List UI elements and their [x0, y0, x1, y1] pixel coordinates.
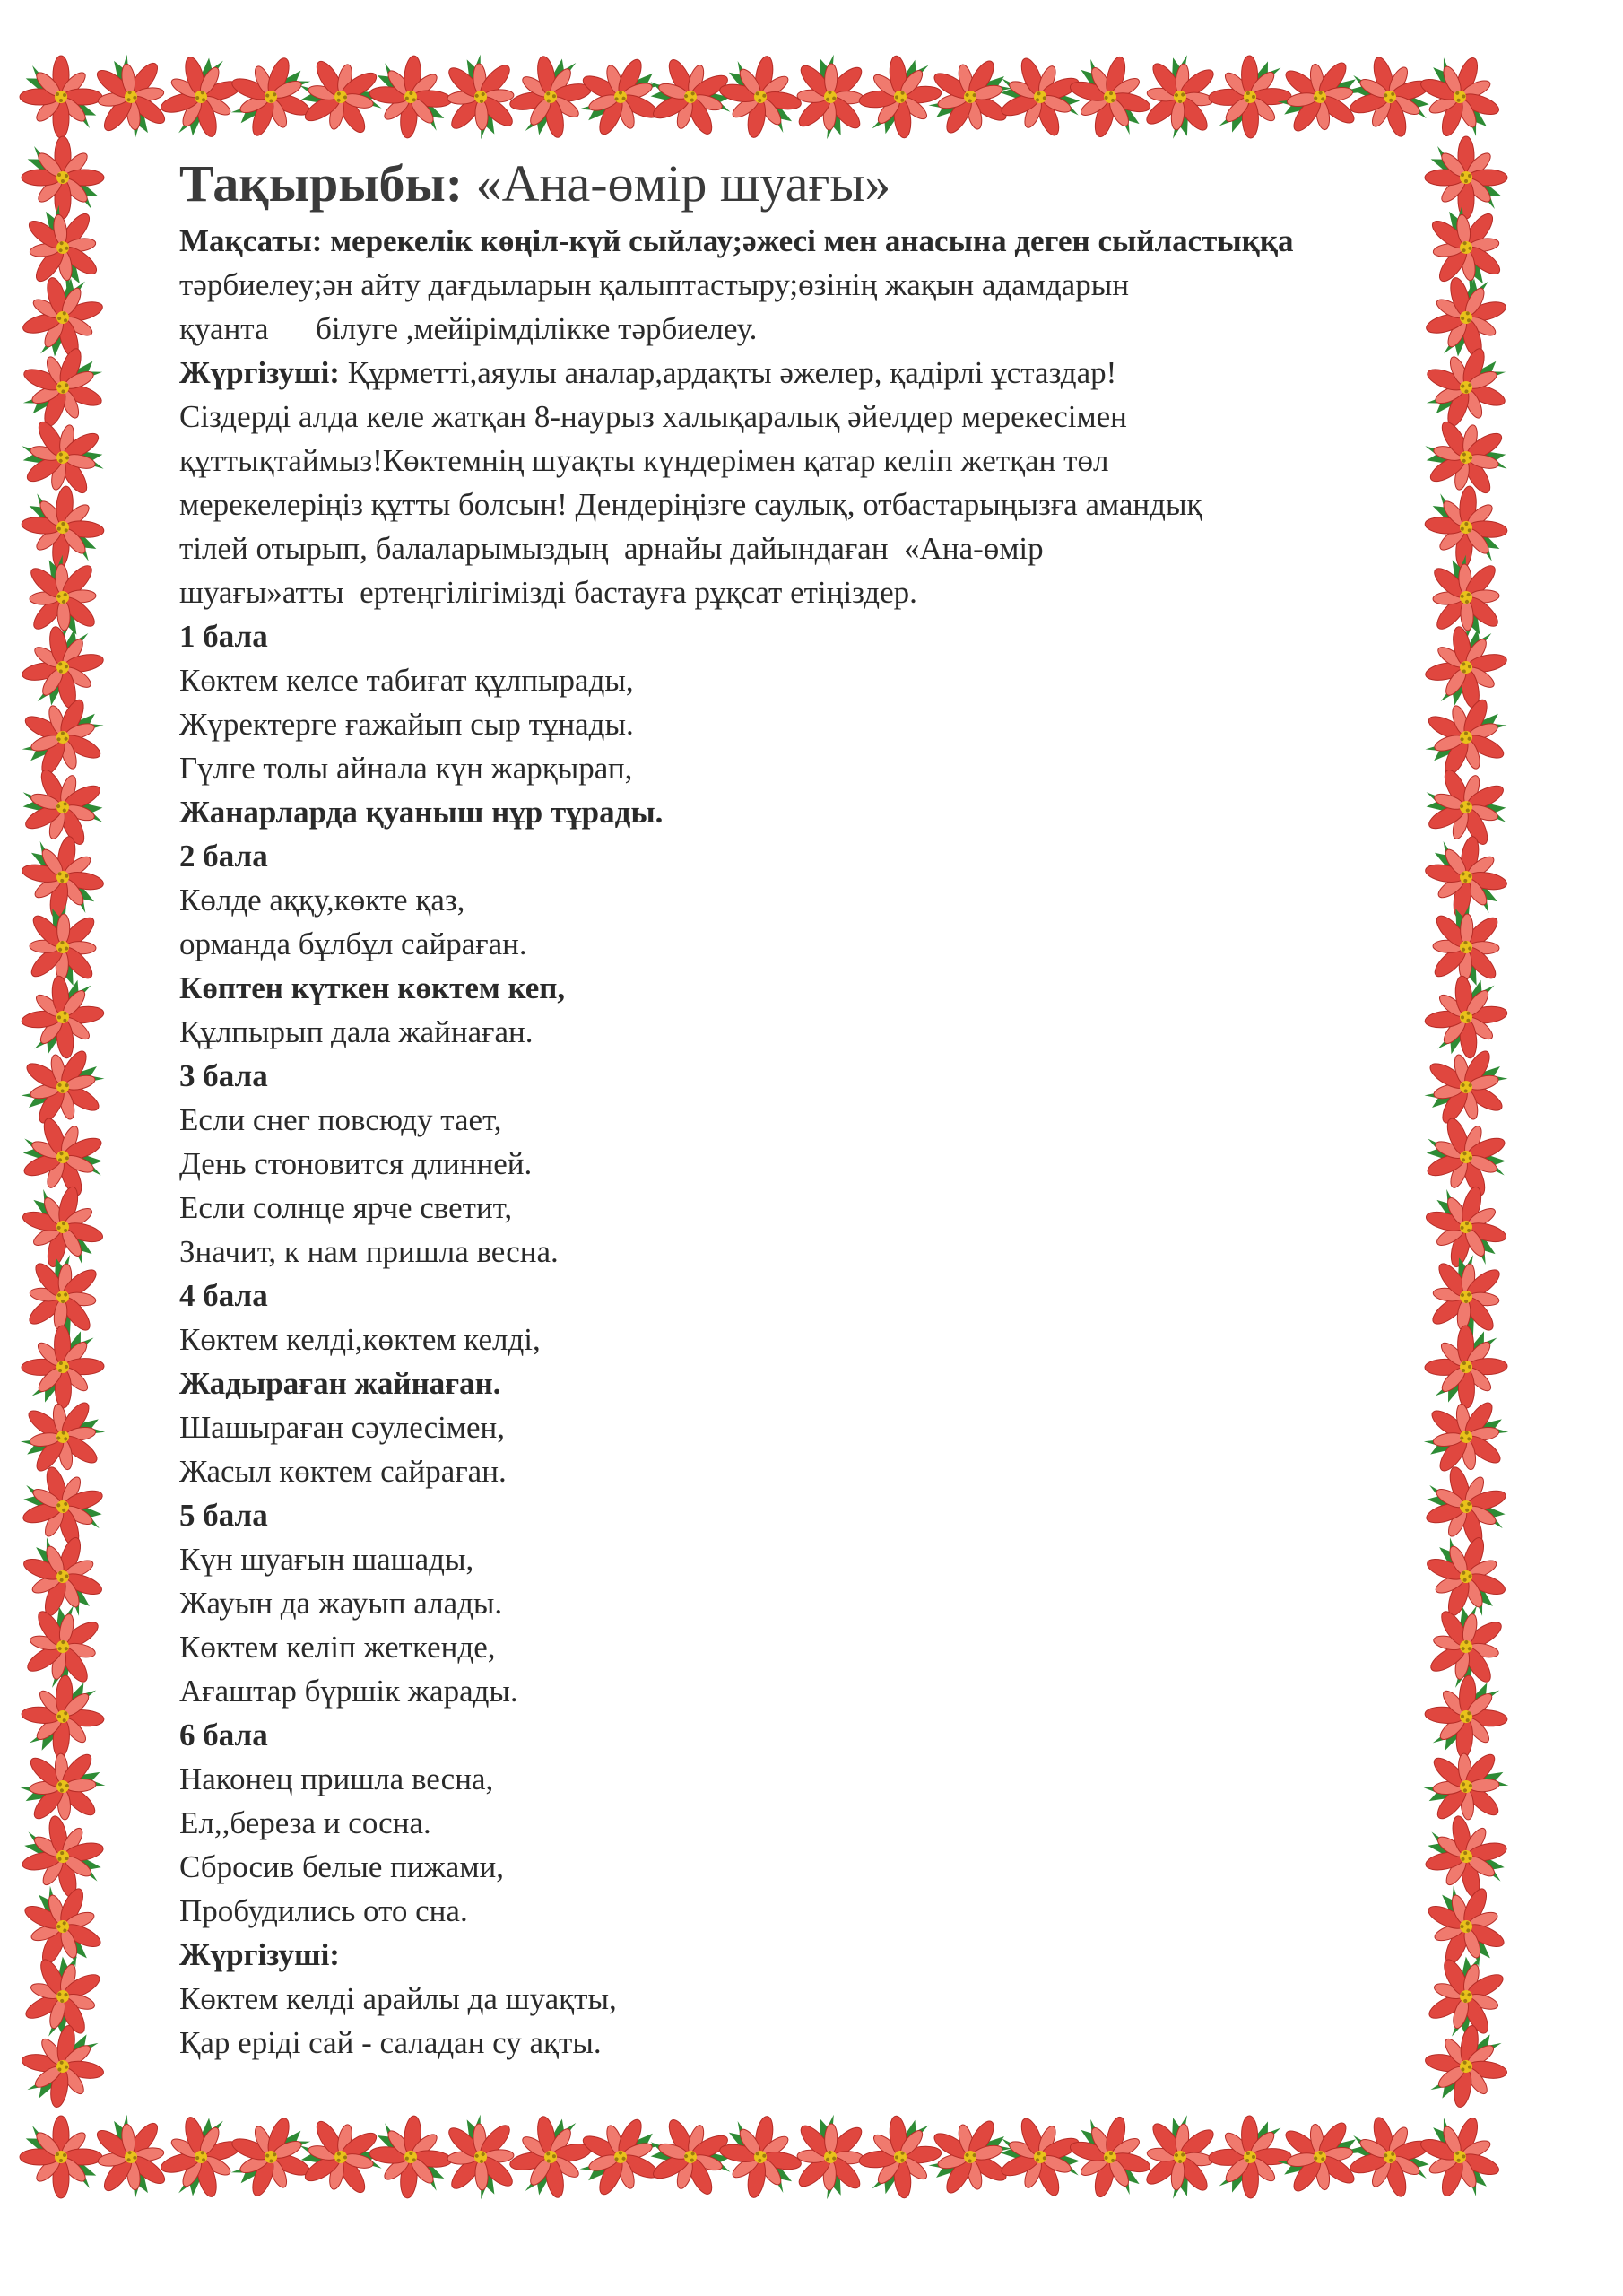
closing-label: Жүргізуші:	[179, 1937, 340, 1972]
title-text: «Ана-өмір шуағы»	[475, 154, 891, 213]
verse-line: Значит, к нам пришла весна.	[179, 1234, 559, 1269]
verse-line: орманда бұлбұл сайраған.	[179, 926, 527, 961]
verse-line: Сбросив белые пижами,	[179, 1849, 504, 1884]
host-line-4: мерекелеріңіз құтты болсын! Дендеріңізге саулық, отбастарыңызға амандық	[179, 487, 1202, 522]
page-title	[179, 152, 1435, 215]
poinsettia-icon	[20, 2023, 106, 2109]
border-bottom	[18, 2112, 1506, 2202]
host-line-5: тілей отырып, балаларымыздың арнайы дайындаған «Ана-өмір	[179, 531, 1044, 566]
verse-line: Көктем келсе табиғат құлпырады,	[179, 663, 634, 698]
verse-line: Күн шуағын шашады,	[179, 1542, 474, 1577]
verse-speaker: 3 бала	[179, 1058, 268, 1093]
poinsettia-icon	[1423, 2023, 1509, 2109]
verse-line: Наконец пришла весна,	[179, 1761, 494, 1796]
verse-2	[179, 834, 1435, 1054]
verse-line: Если солнце ярче светит,	[179, 1190, 513, 1225]
host-line-3: құттықтаймыз!Көктемнің шуақты күндерімен қатар келіп жетқан төл	[179, 443, 1109, 478]
verse-line: Ел,,береза и сосна.	[179, 1805, 431, 1840]
host-label: Жүргізуші:	[179, 355, 340, 390]
verse-speaker: 1 бала	[179, 619, 268, 654]
verse-line: Жасыл көктем сайраған.	[179, 1454, 507, 1489]
verse-1	[179, 614, 1435, 834]
poinsettia-icon	[1417, 54, 1503, 140]
host-text-1: Құрметті,аяулы аналар,ардақты әжелер, қадірлі ұстаздар!	[347, 355, 1117, 390]
goal-line-1	[179, 219, 1435, 263]
verse-line: Шашыраған сәулесімен,	[179, 1410, 506, 1445]
verse-line: Ағаштар бүршік жарады.	[179, 1674, 518, 1709]
goal-line-3: қуанта білуге ,мейірімділікке тәрбиелеу.	[179, 311, 758, 346]
verse-line: Көптен күткен көктем кеп,	[179, 970, 566, 1005]
verse-line: Құлпырып дала жайнаған.	[179, 1014, 534, 1049]
verse-line: Көктем келді,көктем келді,	[179, 1322, 541, 1357]
host-line-2: Сіздерді алда келе жатқан 8-наурыз халықаралық әйелдер мерекесімен	[179, 399, 1127, 434]
border-top	[18, 52, 1506, 142]
title-label: Тақырыбы:	[179, 154, 464, 213]
closing-section	[179, 1933, 1435, 2065]
verse-speaker: 4 бала	[179, 1278, 268, 1313]
verse-6	[179, 1713, 1435, 1933]
verse-line: Жүректерге ғажайып сыр тұнады.	[179, 707, 634, 742]
host-line-6: шуағы»атты ертеңгілігімізді бастауға рұқсат етіңіздер.	[179, 575, 917, 610]
goal-text-1: мерекелік көңіл-күй сыйлау;әжесі мен анасына деген сыйластыққа	[330, 223, 1294, 258]
verse-speaker: 2 бала	[179, 839, 268, 874]
document-body	[179, 152, 1435, 2065]
verse-speaker: 5 бала	[179, 1498, 268, 1533]
closing-line: Көктем келді арайлы да шуақты,	[179, 1981, 617, 2016]
verse-line: День стоновится длинней.	[179, 1146, 533, 1181]
goal-section	[179, 219, 1435, 351]
verse-line: Гүлге толы айнала күн жарқырап,	[179, 751, 633, 786]
host-section	[179, 351, 1435, 614]
poinsettia-icon	[1417, 2114, 1503, 2200]
verse-line: Көктем келіп жеткенде,	[179, 1630, 496, 1665]
border-right	[1421, 135, 1511, 2121]
verse-line: Көлде аққу,көкте қаз,	[179, 883, 465, 918]
border-left	[18, 135, 108, 2121]
verse-line: Если снег повсюду тает,	[179, 1102, 502, 1137]
verse-line: Пробудились ото сна.	[179, 1893, 468, 1928]
goal-label: Мақсаты:	[179, 223, 323, 258]
verse-line: Жанарларда қуаныш нұр тұрады.	[179, 795, 664, 830]
closing-line: Қар еріді сай - саладан су ақты.	[179, 2025, 602, 2060]
verse-speaker: 6 бала	[179, 1718, 268, 1752]
verse-3	[179, 1054, 1435, 1274]
verse-4	[179, 1274, 1435, 1493]
goal-line-2: тәрбиелеу;ән айту дағдыларын қалыптастыру;өзінің жақын адамдарын	[179, 267, 1129, 302]
verse-5	[179, 1493, 1435, 1713]
host-line-1	[179, 351, 1435, 395]
verse-line: Жауын да жауып алады.	[179, 1586, 503, 1621]
verse-line: Жадыраған жайнаған.	[179, 1366, 501, 1401]
